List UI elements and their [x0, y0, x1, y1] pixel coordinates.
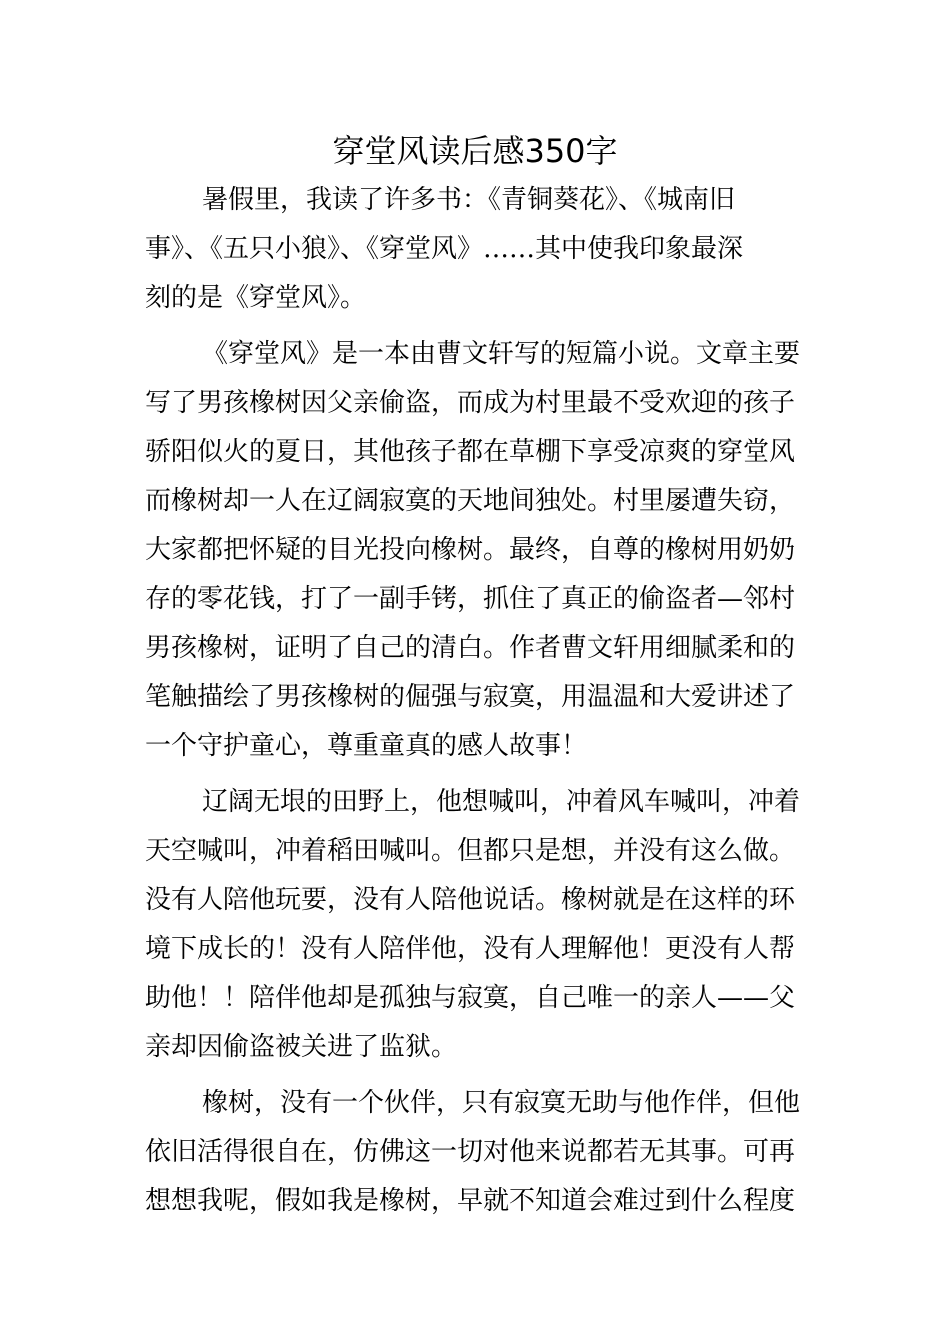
text-line: 一个守护童心，尊重童真的感人故事！ [145, 731, 588, 761]
text-line: 《穿堂风》是一本由曹文轩写的短篇小说。文章主要 [202, 339, 801, 369]
text-line: 亲却因偷盗被关进了监狱。 [145, 1032, 458, 1062]
text-line: 笔触描绘了男孩橡树的倔强与寂寞，用温温和大爱讲述了 [145, 682, 796, 712]
text-line: 橡树，没有一个伙伴，只有寂寞无助与他作伴，但他 [202, 1088, 801, 1118]
text-line: 辽阔无垠的田野上，他想喊叫，冲着风车喊叫，冲着 [202, 787, 801, 817]
paragraph-1 [145, 176, 810, 323]
text-line: 想想我呢，假如我是橡树，早就不知道会难过到什么程度 [145, 1186, 796, 1216]
page-title: 穿堂风读后感350字 [332, 132, 618, 170]
text-line: 存的零花钱，打了一副手铐，抓住了真正的偷盗者—邻村 [145, 584, 796, 614]
paragraph-4 [145, 1079, 810, 1226]
document-body [145, 176, 810, 1233]
text-line: 依旧活得很自在，仿佛这一切对他来说都若无其事。可再 [145, 1137, 796, 1167]
text-line: 写了男孩橡树因父亲偷盗，而成为村里最不受欢迎的孩子 [145, 388, 796, 418]
text-line: 境下成长的！没有人陪伴他，没有人理解他！更没有人帮 [145, 934, 796, 964]
paragraph-2 [145, 330, 810, 771]
text-line: 天空喊叫，冲着稻田喊叫。但都只是想，并没有这么做。 [145, 836, 796, 866]
text-line: 而橡树却一人在辽阔寂寞的天地间独处。村里屡遭失窃， [145, 486, 796, 516]
paragraph-3 [145, 778, 810, 1072]
text-line: 暑假里，我读了许多书：《青铜葵花》、《城南旧 [202, 185, 736, 215]
text-line: 刻的是《穿堂风》。 [145, 283, 367, 313]
text-line: 骄阳似火的夏日，其他孩子都在草棚下享受凉爽的穿堂风 [145, 437, 796, 467]
text-line: 没有人陪他玩要，没有人陪他说话。橡树就是在这样的环 [145, 885, 796, 915]
text-line: 男孩橡树，证明了自己的清白。作者曹文轩用细腻柔和的 [145, 633, 796, 663]
text-line: 大家都把怀疑的目光投向橡树。最终，自尊的橡树用奶奶 [145, 535, 796, 565]
text-line: 事》、《五只小狼》、《穿堂风》……其中使我印象最深 [145, 234, 744, 264]
text-line: 助他！！陪伴他却是孤独与寂寞，自己唯一的亲人——父 [145, 983, 796, 1013]
